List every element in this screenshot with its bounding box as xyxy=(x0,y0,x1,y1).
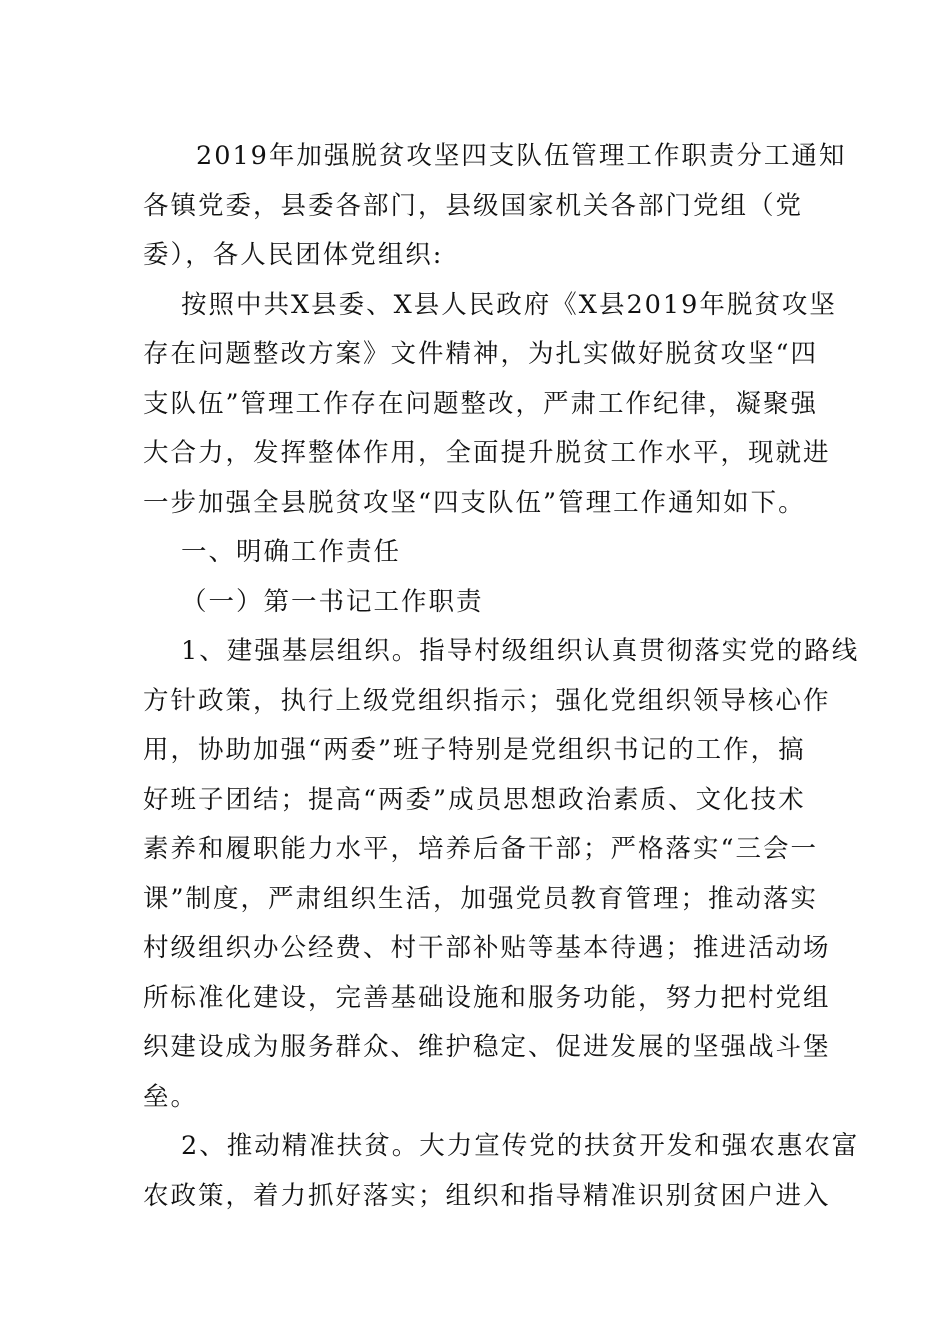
intro-paragraph xyxy=(143,281,837,529)
paragraph-line: 素养和履职能力水平，培养后备干部；严格落实“三会一 xyxy=(143,834,819,864)
paragraph-line: 按照中共X县委、X县人民政府《X县2019年脱贫攻坚 xyxy=(181,289,837,320)
item-2-paragraph xyxy=(143,1122,860,1221)
salutation-line: 委），各人民团体党组织: xyxy=(143,240,444,270)
paragraph-line: 1、建强基层组织。指导村级组织认真贯彻落实党的路线 xyxy=(181,636,860,666)
paragraph-line: 一步加强全县脱贫攻坚“四支队伍”管理工作通知如下。 xyxy=(143,487,806,518)
paragraph-line: 支队伍”管理工作存在问题整改，严肃工作纪律，凝聚强 xyxy=(143,388,819,419)
document-body xyxy=(143,132,860,1221)
section-heading: 一、明确工作责任 xyxy=(181,537,402,567)
paragraph-line: 好班子团结；提高“两委”成员思想政治素质、文化技术 xyxy=(143,784,806,815)
paragraph-line: 课”制度，严肃组织生活，加强党员教育管理；推动落实 xyxy=(143,883,819,914)
document-title: 2019年加强脱贫攻坚四支队伍管理工作职责分工通知 xyxy=(196,141,847,171)
subsection-heading: （一）第一书记工作职责 xyxy=(181,586,484,617)
paragraph-line: 方针政策，执行上级党组织指示；强化党组织领导核心作 xyxy=(143,685,831,716)
item-1-paragraph xyxy=(143,627,860,1122)
paragraph-line: 2、推动精准扶贫。大力宣传党的扶贫开发和强农惠农富 xyxy=(181,1131,860,1161)
paragraph-line: 用，协助加强“两委”班子特别是党组织书记的工作，搞 xyxy=(143,735,806,765)
paragraph-line: 村级组织办公经费、村干部补贴等基本待遇；推进活动场 xyxy=(143,933,831,963)
paragraph-line: 垒。 xyxy=(143,1081,199,1112)
paragraph-line: 所标准化建设，完善基础设施和服务功能，努力把村党组 xyxy=(143,982,831,1013)
paragraph-line: 农政策，着力抓好落实；组织和指导精准识别贫困户进入 xyxy=(143,1180,831,1211)
paragraph-line: 大合力，发挥整体作用，全面提升脱贫工作水平，现就进 xyxy=(143,438,831,468)
salutation xyxy=(143,182,813,281)
paragraph-line: 织建设成为服务群众、维护稳定、促进发展的坚强战斗堡 xyxy=(143,1032,831,1062)
paragraph-line: 存在问题整改方案》文件精神，为扎实做好脱贫攻坚“四 xyxy=(143,339,819,369)
salutation-line: 各镇党委，县委各部门，县级国家机关各部门党组（党 xyxy=(143,190,804,221)
